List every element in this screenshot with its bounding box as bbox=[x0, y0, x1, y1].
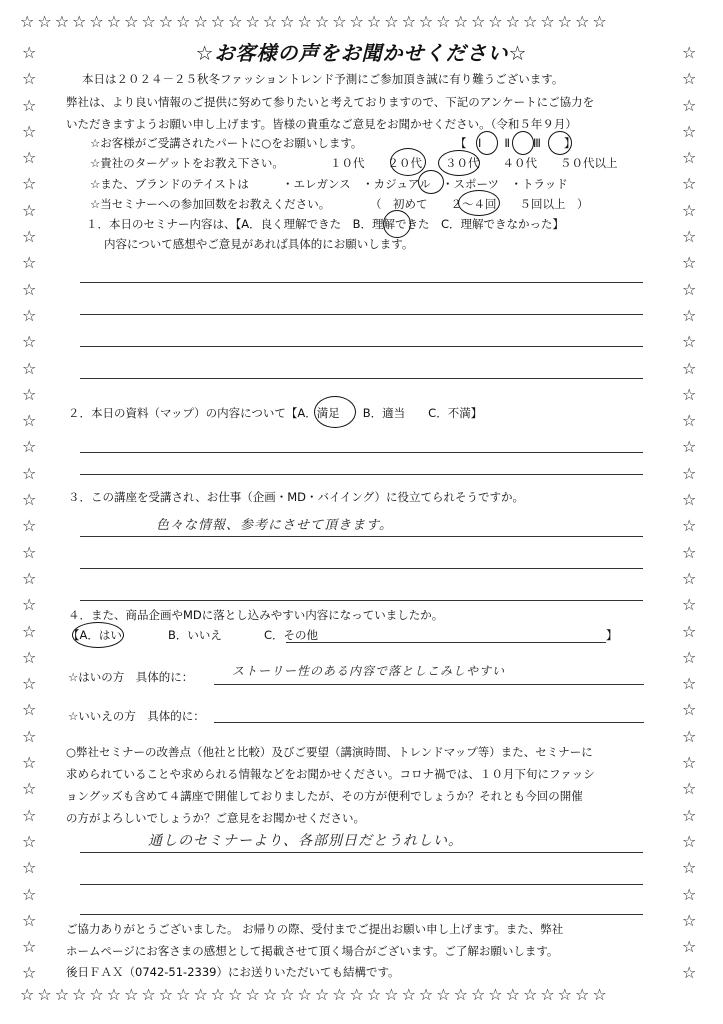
part-label: ☆お客様がご受講されたパートに○をお願いします。 bbox=[90, 136, 363, 150]
q5-line-1: ○弊社セミナーの改善点（他社と比較）及びご要望（講演時間、トレンドマップ等）また、セミナーに bbox=[66, 745, 593, 759]
star-border-left: ☆ ☆ ☆ ☆ ☆ ☆ ☆ ☆ ☆ ☆ ☆ ☆ ☆ ☆ ☆ ☆ ☆ ☆ ☆ ☆ ☆ ☆ ☆ ☆ ☆ ☆ ☆ ☆ ☆ ☆ ☆ ☆ ☆ ☆ ☆ ☆ bbox=[22, 43, 37, 983]
answer-line[interactable] bbox=[80, 914, 643, 915]
q4-question: ４．また、商品企画やMDに落とし込みやすい内容になっていましたか。 bbox=[68, 608, 444, 622]
q4-no-label: ☆いいえの方 具体的に： bbox=[68, 709, 205, 723]
taste-options: ・エレガンス ・カジュアル ・スポーツ ・トラッド bbox=[282, 177, 568, 191]
circle-part-3 bbox=[548, 131, 572, 155]
circle-q2-a bbox=[314, 396, 356, 428]
circle-taste-casual bbox=[418, 170, 444, 194]
q5-line-4: の方がよろしいでしょうか？ご意見をお聞かせください。 bbox=[66, 811, 365, 825]
q3-handwritten-answer: 色々な情報、参考にさせて頂きます。 bbox=[156, 518, 393, 533]
yes-answer-line[interactable] bbox=[214, 684, 644, 685]
closing-line-1: ご協力ありがとうございました。 お帰りの際、受付までご提出お願い申し上げます。また、弊社 bbox=[66, 922, 564, 936]
q4-option-a: 【A．はい bbox=[68, 628, 122, 642]
intro-line-1: 本日は２０２４－２５秋冬ファッショントレンド予測にご参加頂き誠に有り難うございます。 bbox=[82, 72, 564, 86]
circle-part-2 bbox=[512, 131, 534, 155]
circle-target-20s bbox=[390, 148, 426, 176]
circle-count-2to4 bbox=[458, 190, 500, 216]
no-answer-line[interactable] bbox=[214, 722, 644, 723]
closing-line-2: ホームページにお客さまの感想として掲載させて頂く場合がございます。ご了解お願いします。 bbox=[66, 944, 559, 958]
circle-target-30s bbox=[438, 150, 480, 176]
q4-option-c: C．その他 bbox=[264, 628, 319, 642]
q1-sub: 内容について感想やご意見があれば具体的にお願いします。 bbox=[104, 237, 414, 251]
star-border-right: ☆ ☆ ☆ ☆ ☆ ☆ ☆ ☆ ☆ ☆ ☆ ☆ ☆ ☆ ☆ ☆ ☆ ☆ ☆ ☆ ☆ ☆ ☆ ☆ ☆ ☆ ☆ ☆ ☆ ☆ ☆ ☆ ☆ ☆ ☆ ☆ bbox=[682, 43, 697, 983]
taste-label: ☆また、ブランドのテイストは bbox=[90, 177, 249, 191]
answer-line[interactable] bbox=[80, 884, 643, 885]
other-answer-line[interactable] bbox=[286, 642, 606, 643]
closing-line-3: 後日ＦＡＸ（0742-51-2339）にお送りいただいても結構です。 bbox=[66, 965, 400, 979]
part-options: 【 Ⅰ Ⅱ Ⅲ 】 bbox=[455, 136, 576, 150]
answer-line[interactable] bbox=[80, 536, 643, 537]
answer-line[interactable] bbox=[80, 314, 643, 315]
q5-line-2: 求められていることや求められる情報などをお聞かせください。コロナ禍では、１０月下旬にファッシ bbox=[66, 767, 595, 781]
q4-yes-label: ☆はいの方 具体的に： bbox=[68, 670, 194, 684]
q4-option-b: B．いいえ bbox=[168, 628, 222, 642]
q1-question: １．本日のセミナー内容は、【A．良く理解できた B．理解できた C．理解できなかった】 bbox=[86, 217, 565, 231]
target-options: １０代 ２０代 ３０代 ４０代 ５０代以上 bbox=[330, 156, 618, 170]
answer-line[interactable] bbox=[80, 852, 643, 853]
circle-q4-a bbox=[72, 622, 124, 648]
count-options: （ 初めて ２～４回 ５回以上 ） bbox=[370, 197, 589, 211]
star-border-top: ☆☆☆☆☆☆☆☆☆☆☆☆☆☆☆☆☆☆☆☆☆☆☆☆☆☆☆☆☆☆☆☆☆☆ bbox=[20, 14, 610, 30]
circle-part-1 bbox=[476, 131, 498, 155]
star-border-bottom: ☆☆☆☆☆☆☆☆☆☆☆☆☆☆☆☆☆☆☆☆☆☆☆☆☆☆☆☆☆☆☆☆☆☆ bbox=[20, 987, 610, 1003]
intro-line-3: いただきますようお願い申し上げます。皆様の貴重なご意見をお聞かせください。（令和５年９月） bbox=[66, 117, 577, 131]
q5-line-3: ョングッズも含めて４講座で開催しておりましたが、その方が便利でしょうか？それとも今回の開催 bbox=[66, 789, 583, 803]
page-title: ☆お客様の声をお聞かせください☆ bbox=[195, 41, 528, 65]
circle-q1-b bbox=[383, 210, 411, 238]
answer-line[interactable] bbox=[80, 600, 643, 601]
intro-line-2: 弊社は、より良い情報のご提供に努めて参りたいと考えておりますので、下記のアンケートにご協力を bbox=[66, 95, 595, 109]
q4-close-bracket: 】 bbox=[606, 628, 618, 642]
q3-question: ３．この講座を受講され、お仕事（企画・MD・バイイング）に役立てられそうですか。 bbox=[68, 490, 525, 504]
answer-line[interactable] bbox=[80, 282, 643, 283]
target-label: ☆貴社のターゲットをお教え下さい。 bbox=[90, 156, 284, 170]
answer-line[interactable] bbox=[80, 568, 643, 569]
answer-line[interactable] bbox=[80, 378, 643, 379]
answer-line[interactable] bbox=[80, 474, 643, 475]
q5-handwritten-answer: 通しのセミナーより、各部別日だとうれしい。 bbox=[148, 833, 463, 849]
answer-line[interactable] bbox=[80, 452, 643, 453]
q2-question: ２．本日の資料（マップ）の内容について【A．満足 B．適当 C．不満】 bbox=[68, 406, 483, 420]
answer-line[interactable] bbox=[80, 346, 643, 347]
q4-yes-handwritten-answer: ストーリー性のある内容で落としこみしやすい bbox=[232, 664, 506, 678]
count-label: ☆当セミナーへの参加回数をお教えください。 bbox=[90, 197, 331, 211]
